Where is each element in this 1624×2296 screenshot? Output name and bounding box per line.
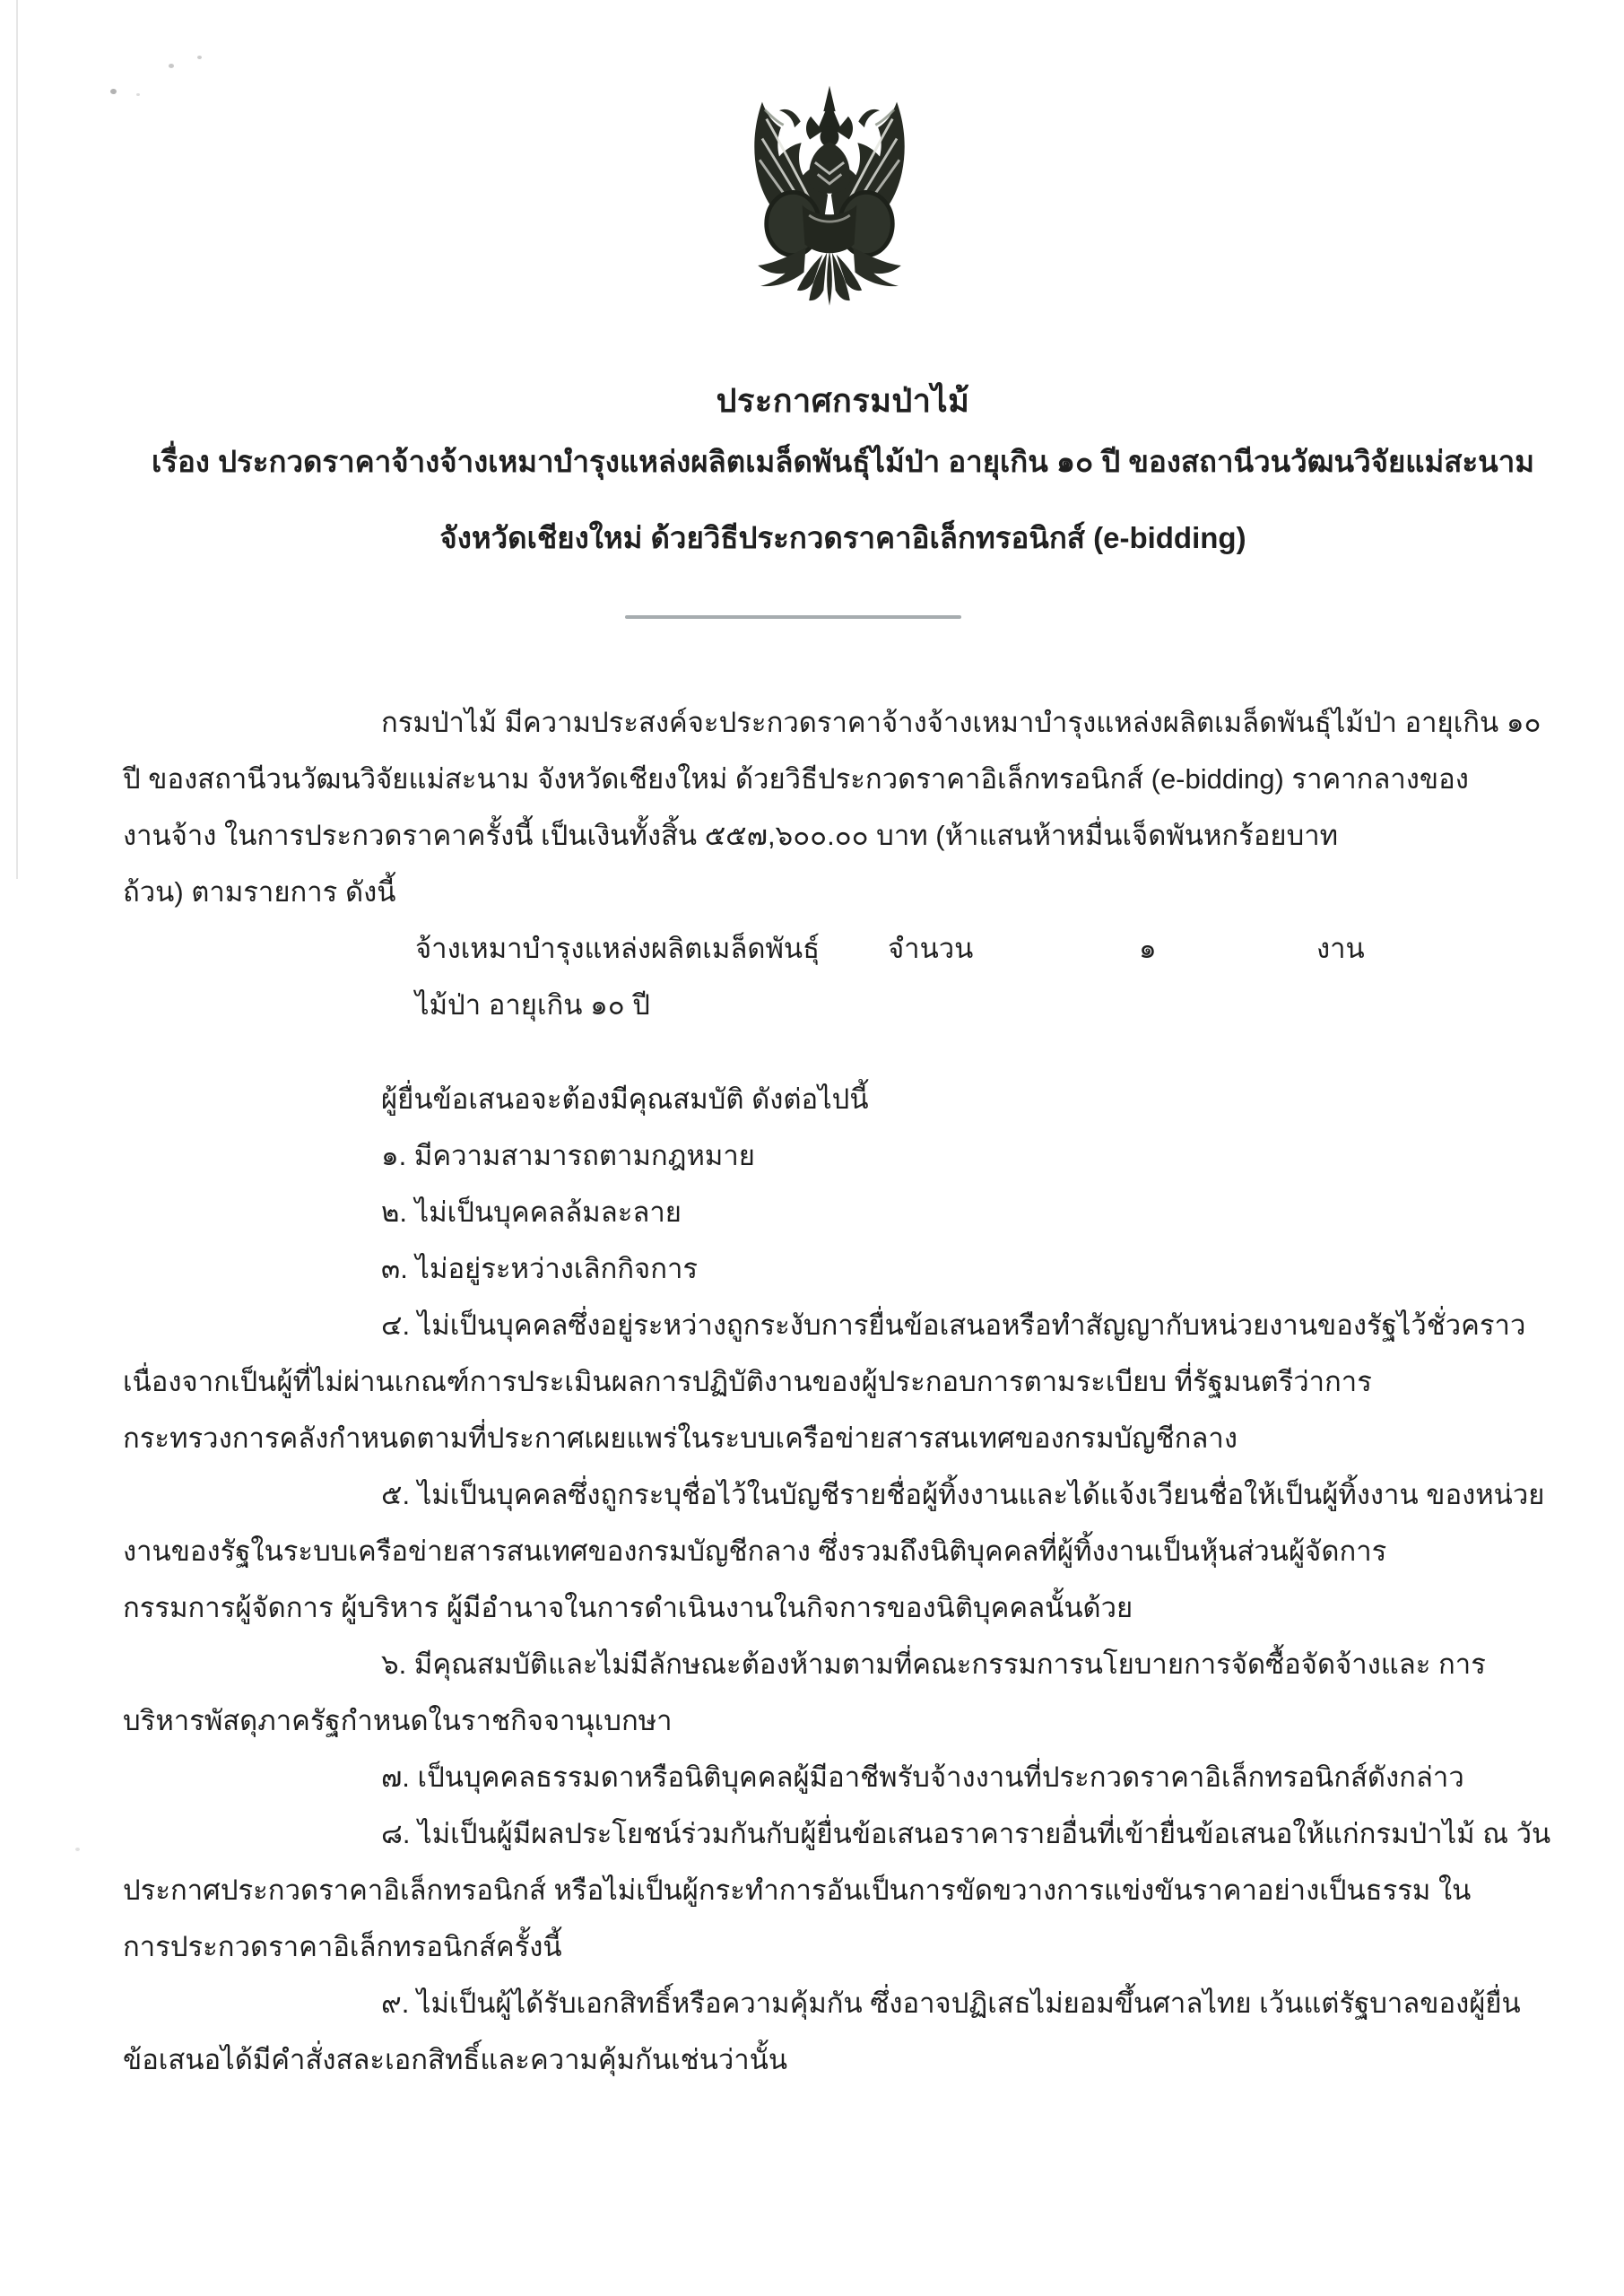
qualification-line: ๘. ไม่เป็นผู้มีผลประโยชน์ร่วมกันกับผู้ยื่นข้อเสนอราคารายอื่นที่เข้ายื่นข้อเสนอให้แก่กรมป่าไม้ ณ วัน [381, 1818, 1551, 1849]
work-item-row [123, 920, 1558, 977]
qualification-line: ๑. มีความสามารถตามกฎหมาย [381, 1140, 755, 1171]
paragraph-line: งานจ้าง ในการประกวดราคาครั้งนี้ เป็นเงินทั้งสิ้น ๕๕๗,๖๐๐.๐๐ บาท (ห้าแสนห้าหมื่นเจ็ดพันหกร้อยบาท [123, 820, 1339, 851]
qualification-line: ข้อเสนอได้มีคำสั่งสละเอกสิทธิ์และความคุ้มกันเช่นว่านั้น [123, 2044, 788, 2075]
paragraph-line: ถ้วน) ตามรายการ ดังนี้ [123, 876, 396, 908]
spacer [123, 1033, 1558, 1071]
qualification-line: บริหารพัสดุภาครัฐกำหนดในราชกิจจานุเบกษา [123, 1705, 673, 1736]
scan-speck [75, 1848, 80, 1851]
scan-speck [110, 89, 117, 94]
scan-speck [169, 64, 174, 68]
subject-line-2: จังหวัดเชียงใหม่ ด้วยวิธีประกวดราคาอิเล็กทรอนิกส์ (e-bidding) [439, 521, 1246, 554]
qualification-line: กระทรวงการคลังกำหนดตามที่ประกาศเผยแพร่ในระบบเครือข่ายสารสนเทศของกรมบัญชีกลาง [123, 1422, 1238, 1454]
qualification-line: ๔. ไม่เป็นบุคคลซึ่งอยู่ระหว่างถูกระงับการยื่นข้อเสนอหรือทำสัญญากับหน่วยงานของรัฐไว้ชั่วคราว [381, 1309, 1526, 1341]
page-title: ประกาศกรมป่าไม้ [716, 382, 970, 419]
qualification-line: ประกาศประกวดราคาอิเล็กทรอนิกส์ หรือไม่เป็นผู้กระทำการอันเป็นการขัดขวางการแข่งขันราคาอย่างเป็นธรรม ใน [123, 1874, 1472, 1906]
paragraph-line: กรมป่าไม้ มีความประสงค์จะประกวดราคาจ้างจ้างเหมาบำรุงแหล่งผลิตเมล็ดพันธุ์ไม้ป่า อายุเกิน ๑๐ [381, 707, 1541, 738]
qualifications-intro: ผู้ยื่นข้อเสนอจะต้องมีคุณสมบัติ ดังต่อไปนี้ [381, 1083, 869, 1115]
work-item-quantity-unit: งาน [1316, 933, 1365, 964]
scan-speck [197, 56, 202, 59]
scan-speck [136, 93, 140, 96]
work-item-name: จ้างเหมาบำรุงแหล่งผลิตเมล็ดพันธุ์ [415, 933, 820, 964]
scan-edge-line [16, 0, 18, 879]
qualification-line: ๓. ไม่อยู่ระหว่างเลิกกิจการ [381, 1253, 699, 1284]
subject-line-1: เรื่อง ประกวดราคาจ้างจ้างเหมาบำรุงแหล่งผลิตเมล็ดพันธุ์ไม้ป่า อายุเกิน ๑๐ ปี ของสถานีวนวัฒนวิจัยแม่สะนาม [151, 445, 1535, 478]
work-item-quantity-label: จำนวน [888, 933, 974, 964]
document-body [123, 694, 1558, 2088]
work-item-quantity-value: ๑ [1139, 933, 1157, 964]
qualification-line: กรรมการผู้จัดการ ผู้บริหาร ผู้มีอำนาจในการดำเนินงานในกิจการของนิติบุคคลนั้นด้วย [123, 1592, 1133, 1623]
paragraph-line: ปี ของสถานีวนวัฒนวิจัยแม่สะนาม จังหวัดเชียงใหม่ ด้วยวิธีประกวดราคาอิเล็กทรอนิกส์ (e-bidding) ราคากลางของ [123, 763, 1469, 795]
header-divider-line [625, 615, 961, 619]
qualification-line: ๖. มีคุณสมบัติและไม่มีลักษณะต้องห้ามตามที่คณะกรรมการนโยบายการจัดซื้อจัดจ้างและ การ [381, 1648, 1486, 1680]
work-item-name-line2: ไม้ป่า อายุเกิน ๑๐ ปี [415, 989, 650, 1021]
qualification-line: ๒. ไม่เป็นบุคคลล้มละลาย [381, 1196, 682, 1228]
qualification-line: ๕. ไม่เป็นบุคคลซึ่งถูกระบุชื่อไว้ในบัญชีรายชื่อผู้ทิ้งงานและได้แจ้งเวียนชื่อให้เป็นผู้ทิ้งงาน ของหน่วย [381, 1479, 1545, 1510]
garuda-emblem-icon [726, 79, 933, 317]
qualification-line: ๗. เป็นบุคคลธรรมดาหรือนิติบุคคลผู้มีอาชีพรับจ้างงานที่ประกวดราคาอิเล็กทรอนิกส์ดังกล่าว [381, 1761, 1464, 1793]
qualification-line: เนื่องจากเป็นผู้ที่ไม่ผ่านเกณฑ์การประเมินผลการปฏิบัติงานของผู้ประกอบการตามระเบียบ ที่รัฐมนตรีว่าการ [123, 1366, 1372, 1397]
qualification-line: ๙. ไม่เป็นผู้ได้รับเอกสิทธิ์หรือความคุ้มกัน ซึ่งอาจปฏิเสธไม่ยอมขึ้นศาลไทย เว้นแต่รัฐบาลของผู้ยื่น [381, 1987, 1521, 2019]
qualification-line: การประกวดราคาอิเล็กทรอนิกส์ครั้งนี้ [123, 1931, 562, 1962]
qualification-line: งานของรัฐในระบบเครือข่ายสารสนเทศของกรมบัญชีกลาง ซึ่งรวมถึงนิติบุคคลที่ผู้ทิ้งงานเป็นหุ้นส่วนผู้จัดการ [123, 1535, 1387, 1567]
